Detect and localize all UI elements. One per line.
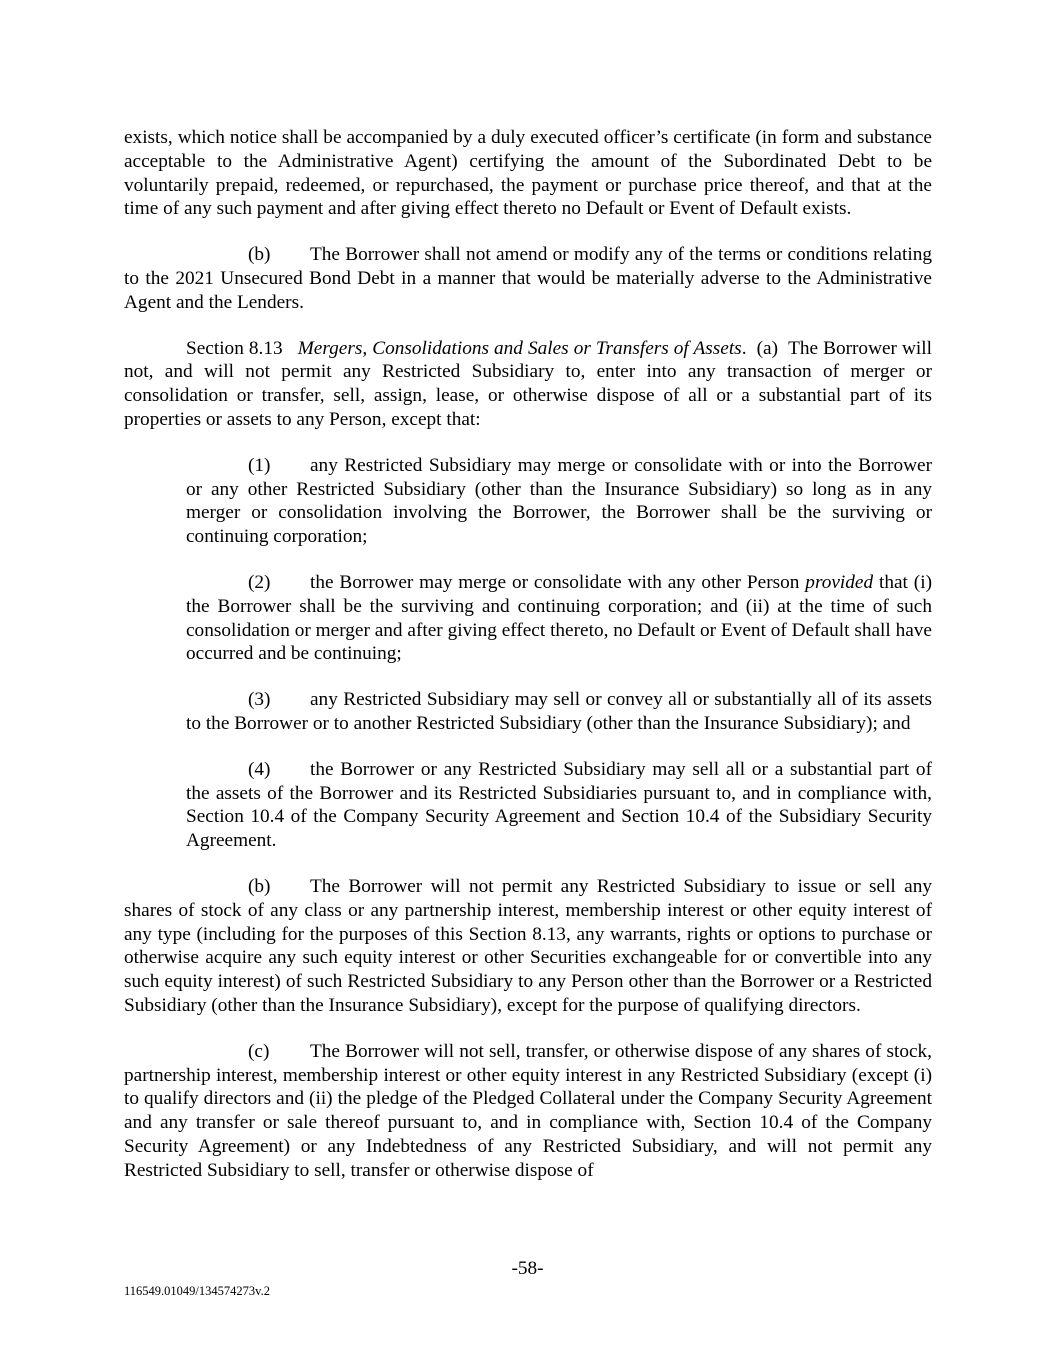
item-text: the Borrower or any Restricted Subsidiary may sell all or a substantial part of the assets of the Borrower and its Restricted Subsidiaries pursuant to, and in compliance with, Section 10.4 of the Company Security Agreement and Section 10.4 of the Subsidiary Security Agreement. [186,758,932,852]
section-text: The Borrower will not, and will not permit any Restricted Subsidiary to, enter into any transaction of merger or consolidation or transfer, sell, assign, lease, or otherwise dispose of all or a substantial part of its properties or assets to any Person, except that: [124,337,933,430]
paragraph-text: The Borrower shall not amend or modify any of the terms or conditions relating to the 2021 Unsecured Bond Debt in a manner that would be materially adverse to the Administrative Agent and the Lenders. [124,244,932,313]
section-8-13: Section 8.13 Mergers, Consolidations and Sales or Transfers of Assets. (a) The Borrower will not, and will not permit any Restricted Subsidiary to, enter into any transaction of merger or consolidation or transfer, sell, assign, lease, or otherwise dispose of all or a substantial part of its properties or assets to any Person, except that: [124,337,933,430]
paragraph-continuation: exists, which notice shall be accompanied by a duly executed officer’s certificate (in form and substance acceptable to the Administrative Agent) certifying the amount of the Subordinated Debt to be voluntarily prepaid, redeemed, or repurchased, the payment or purchase price thereof, and that at the time of any such payment and after giving effect thereto no Default or Event of Default exists. [124,127,932,220]
list-item-1 [186,454,932,549]
subsection-text: The Borrower will not sell, transfer, or otherwise dispose of any shares of stock, partnership interest, membership interest or other equity interest in any Restricted Subsidiary (except (i) to qualify directors and (ii) the pledge of the Pledged Collateral under the Company Security Agreement and any transfer or sale thereof pursuant to, and in compliance with, Section 10.4 of the Company Security Agreement) or any Indebtedness of any Restricted Subsidiary, and will not permit any Restricted Subsidiary to sell, transfer or otherwise dispose of [124,1040,932,1181]
paragraph-label: (b) [248,244,271,266]
item-label: (4) [248,758,271,780]
item-text: any Restricted Subsidiary may merge or consolidate with or into the Borrower or any other Restricted Subsidiary (other than the Insurance Subsidiary) so long as in any merger or consolidation involving the Borrower, the Borrower shall be the surviving or continuing corporation; [186,454,932,548]
subsection-b [124,875,932,1018]
document-id: 116549.01049/134574273v.2 [124,1284,270,1298]
subsection-label: (a) [756,337,778,359]
list-item-2 [186,571,932,666]
subsection-text: The Borrower will not permit any Restricted Subsidiary to issue or sell any shares of stock of any class or any partnership interest, membership interest or other equity interest of any type (including for the purposes of this Section 8.13, any warrants, rights or options to purchase or otherwise acquire any such equity interest or other Securities exchangeable for or convertible into any such equity interest) of such Restricted Subsidiary to any Person other than the Borrower or a Restricted Subsidiary (other than the Insurance Subsidiary), except for the purpose of qualifying directors. [124,875,932,1016]
paragraph-b-bond-debt [124,243,932,314]
subsection-label: (b) [248,875,271,897]
list-item-4 [186,758,932,853]
provided-term: provided [805,571,874,593]
subsection-label: (c) [248,1040,270,1062]
section-number: Section 8.13 [186,337,283,359]
item-text: any Restricted Subsidiary may sell or convey all or substantially all of its assets to the Borrower or to another Restricted Subsidiary (other than the Insurance Subsidiary); and [186,689,932,734]
item-label: (3) [248,689,271,711]
document-body [124,126,932,1182]
item-label: (1) [248,454,271,476]
list-item-3 [186,688,932,736]
subsection-c [124,1040,932,1183]
section-title: Mergers, Consolidations and Sales or Transfers of Assets [297,337,742,359]
item-text-b: that (i) the Borrower shall be the surviving and continuing corporation; and (ii) at the time of such consolidation or merger and after giving effect thereto, no Default or Event of Default shall have occurred and be continuing; [186,571,932,665]
item-text-a: the Borrower may merge or consolidate with any other Person [310,571,800,593]
page-number: -58- [511,1258,544,1279]
item-label: (2) [248,571,271,593]
